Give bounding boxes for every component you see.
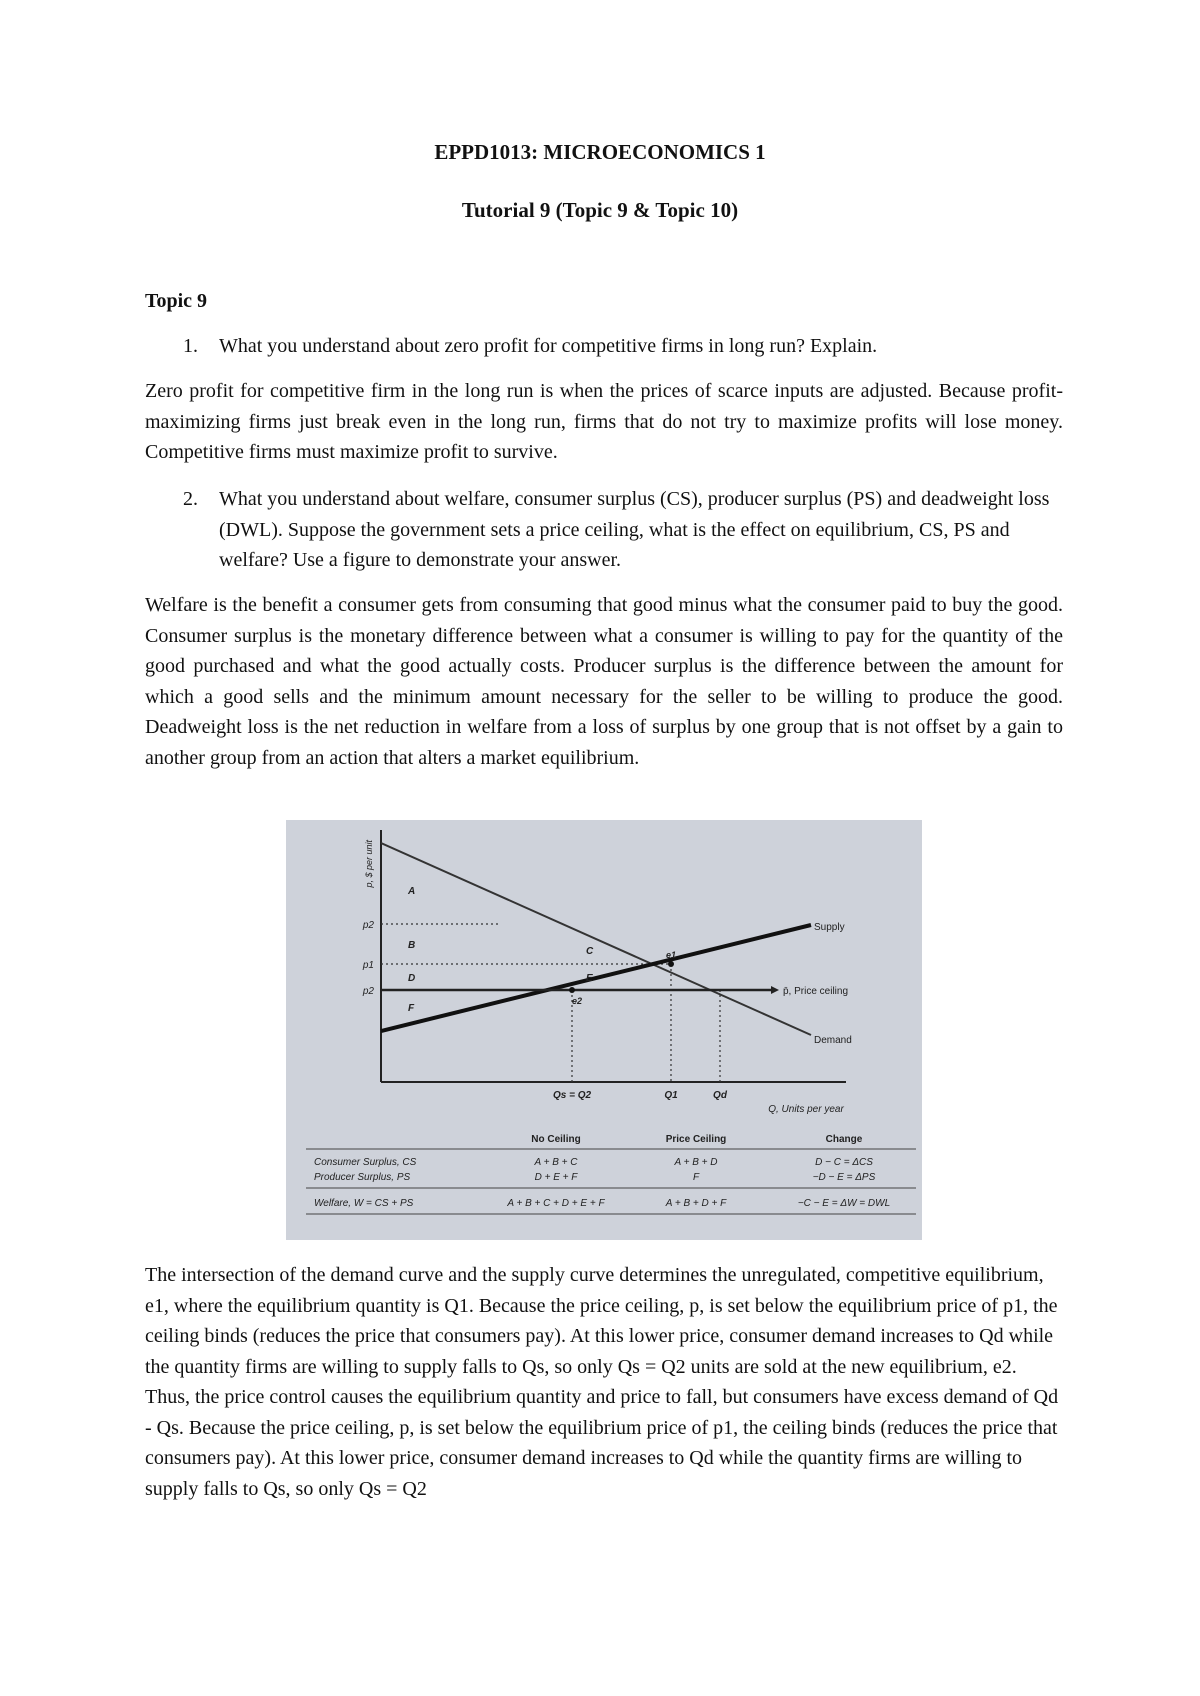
table-cs-price-ceiling: A + B + D: [674, 1157, 718, 1168]
table-w-no-ceiling: A + B + C + D + E + F: [507, 1198, 605, 1209]
x-axis-label: Q, Units per year: [768, 1104, 844, 1115]
point-label-e1: e1: [666, 950, 677, 960]
question-2-number: 2.: [183, 488, 198, 510]
area-label-e: E: [586, 973, 593, 984]
price-ceiling-arrow: [771, 986, 779, 994]
guide-lines: [381, 924, 720, 1082]
section-heading: Topic 9: [145, 290, 208, 312]
table-cs-change: D − C = ΔCS: [815, 1157, 873, 1168]
tutorial-title: Tutorial 9 (Topic 9 & Topic 10): [461, 198, 739, 222]
table-w-change: −C − E = ΔW = DWL: [797, 1198, 891, 1209]
price-ceiling-label: p̄, Price ceiling: [783, 986, 849, 997]
price-ceiling-figure: [286, 820, 922, 1240]
table-row-ps-label: Producer Surplus, PS: [314, 1172, 411, 1183]
point-label-e2: e2: [572, 996, 583, 1006]
supply-curve: [381, 925, 811, 1031]
course-title: EPPD1013: MICROECONOMICS 1: [434, 140, 766, 164]
answer-2: Welfare is the benefit a consumer gets from consuming that good minus what the consumer paid to buy the good. Consumer surplus is the monetary difference between what a consumer is willing to pay for the quantity of the good purchased and what the good actually costs. Producer surplus is the difference between the amount for which a good sells and the minimum amount necessary for the seller to be willing to produce the good. Deadweight loss is the net reduction in welfare from a loss of surplus by one group that is not offset by a gain to another group from an action that alters a market equilibrium.: [145, 594, 1063, 769]
question-1-text: What you understand about zero profit for competitive firms in long run? Explain.: [219, 335, 878, 357]
table-ps-price-ceiling: F: [692, 1172, 700, 1183]
qty-label-q1: Q1: [664, 1090, 678, 1101]
area-label-b: B: [408, 940, 416, 951]
price-label-p1: p1: [362, 960, 374, 971]
table-row-cs-label: Consumer Surplus, CS: [314, 1157, 417, 1168]
surplus-table: [306, 1134, 916, 1214]
table-cs-no-ceiling: A + B + C: [534, 1157, 578, 1168]
demand-label: Demand: [814, 1035, 852, 1046]
table-header-price-ceiling: Price Ceiling: [665, 1134, 727, 1145]
area-label-c: C: [586, 946, 594, 957]
question-2-text: What you understand about welfare, consumer surplus (CS), producer surplus (PS) and deadweight loss (DWL). Suppose the government sets a price ceiling, what is the effect on equilibrium, CS, PS and welfare? Use a figure to demonstrate your answer.: [219, 488, 1050, 571]
e1-point: [668, 961, 674, 967]
answer-1: Zero profit for competitive firm in the long run is when the prices of scarce inputs are adjusted. Because profit-maximizing firms just break even in the long run, firms that do not try to maximize profits will lose money. Competitive firms must maximize profit to survive.: [145, 380, 1063, 463]
table-w-price-ceiling: A + B + D + F: [665, 1198, 727, 1209]
area-label-f: F: [408, 1003, 415, 1014]
table-ps-change: −D − E = ΔPS: [812, 1172, 876, 1183]
e2-point: [569, 987, 575, 993]
price-label-p2-top: p2: [362, 920, 374, 931]
qty-label-qs-q2: Qs = Q2: [552, 1090, 592, 1101]
qty-label-qd: Qd: [713, 1090, 727, 1101]
area-label-a: A: [408, 886, 416, 897]
question-1-number: 1.: [183, 335, 198, 357]
y-axis-label: p, $ per unit: [364, 840, 374, 888]
answer-3: The intersection of the demand curve and the supply curve determines the unregulated, competitive equilibrium, e1, where the equilibrium quantity is Q1. Because the price ceiling, p, is set below the equilibrium price of p1, the ceiling binds (reduces the price that consumers pay). At this lower price, consumer demand increases to Qd while the quantity firms are willing to supply falls to Qs, so only Qs = Q2 units are sold at the new equilibrium, e2. Thus, the price control causes the equilibrium quantity and price to fall, but consumers have excess demand of Qd - Qs. Because the price ceiling, p, is set below the equilibrium price of p1, the ceiling binds (reduces the price that consumers pay). At this lower price, consumer demand increases to Qd while the quantity firms are willing to supply falls to Qs, so only Qs = Q2: [145, 1264, 1059, 1500]
price-label-p2: p2: [362, 986, 374, 997]
area-label-d: D: [408, 973, 416, 984]
supply-label: Supply: [814, 922, 845, 933]
table-header-no-ceiling: No Ceiling: [531, 1134, 581, 1145]
table-header-change: Change: [825, 1134, 863, 1145]
table-ps-no-ceiling: D + E + F: [534, 1172, 578, 1183]
table-row-welfare-label: Welfare, W = CS + PS: [314, 1198, 414, 1209]
